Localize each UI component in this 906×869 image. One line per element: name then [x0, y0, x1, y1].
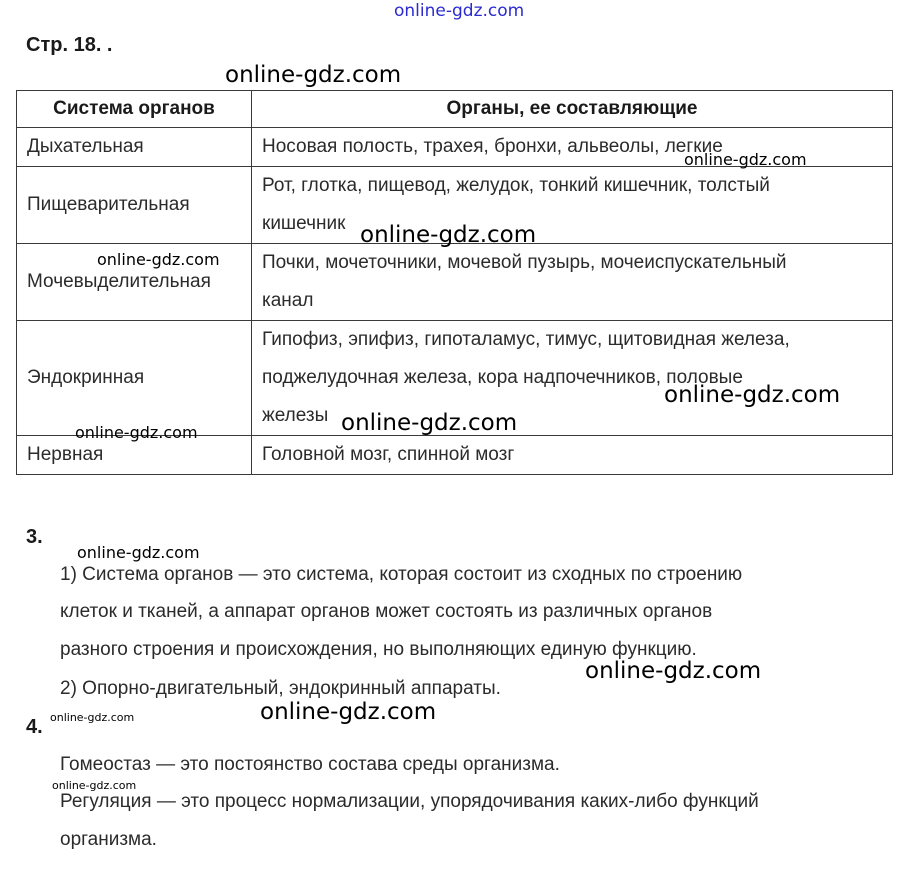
watermark: online-gdz.com [77, 543, 200, 562]
watermark: online-gdz.com [341, 410, 518, 436]
system-cell: Нервная [17, 436, 252, 475]
organs-cell [252, 244, 893, 321]
system-cell: Эндокринная [17, 321, 252, 436]
watermark: online-gdz.com [225, 62, 402, 88]
watermark: online-gdz.com [260, 699, 437, 725]
organs-line: железы [262, 405, 329, 426]
organs-line: Головной мозг, спинной мозг [262, 444, 515, 465]
organs-line: Гипофиз, эпифиз, гипоталамус, тимус, щитовидная железа, [262, 329, 790, 350]
watermark: online-gdz.com [664, 382, 841, 408]
page-title: Стр. 18. . [26, 34, 113, 56]
system-cell: Дыхательная [17, 128, 252, 167]
watermark: online-gdz.com [50, 711, 135, 724]
organs-line: Почки, мочеточники, мочевой пузырь, мочеиспускательный [262, 252, 787, 273]
organs-line: Носовая полость, трахея, бронхи, альвеолы, легкие [262, 136, 723, 157]
organs-line: кишечник [262, 213, 346, 234]
watermark: online-gdz.com [75, 423, 198, 442]
section-3-line: 2) Опорно-двигательный, эндокринный аппараты. [60, 678, 501, 699]
organs-cell [252, 436, 893, 475]
watermark-top: online-gdz.com [394, 1, 525, 21]
organs-line: поджелудочная железа, кора надпочечников, половые [262, 367, 743, 388]
section-3-number: 3. [26, 526, 43, 548]
section-4-line: организма. [60, 829, 157, 850]
section-3-line: 1) Система органов — это система, которая состоит из сходных по строению [60, 564, 743, 585]
header-organs: Органы, ее составляющие [252, 91, 893, 128]
header-system: Система органов [17, 91, 252, 128]
organs-line: канал [262, 290, 314, 311]
organs-line: Рот, глотка, пищевод, желудок, тонкий кишечник, толстый [262, 175, 770, 196]
watermark: online-gdz.com [52, 779, 137, 792]
watermark: online-gdz.com [97, 250, 220, 269]
section-3-line: разного строения и происхождения, но выполняющих единую функцию. [60, 639, 697, 660]
watermark: online-gdz.com [684, 150, 807, 169]
organs-cell [252, 167, 893, 244]
section-4-line: Регуляция — это процесс нормализации, упорядочивания каких-либо функций [60, 791, 759, 812]
system-cell: Пищеварительная [17, 167, 252, 244]
table-header-row [17, 91, 893, 128]
watermark: online-gdz.com [585, 658, 762, 684]
section-4-number: 4. [26, 716, 43, 738]
section-3-line: клеток и тканей, а аппарат органов может состоять из различных органов [60, 601, 713, 622]
watermark: online-gdz.com [360, 222, 537, 248]
section-4-line: Гомеостаз — это постоянство состава среды организма. [60, 754, 560, 775]
system-cell: Мочевыделительная [17, 244, 252, 321]
